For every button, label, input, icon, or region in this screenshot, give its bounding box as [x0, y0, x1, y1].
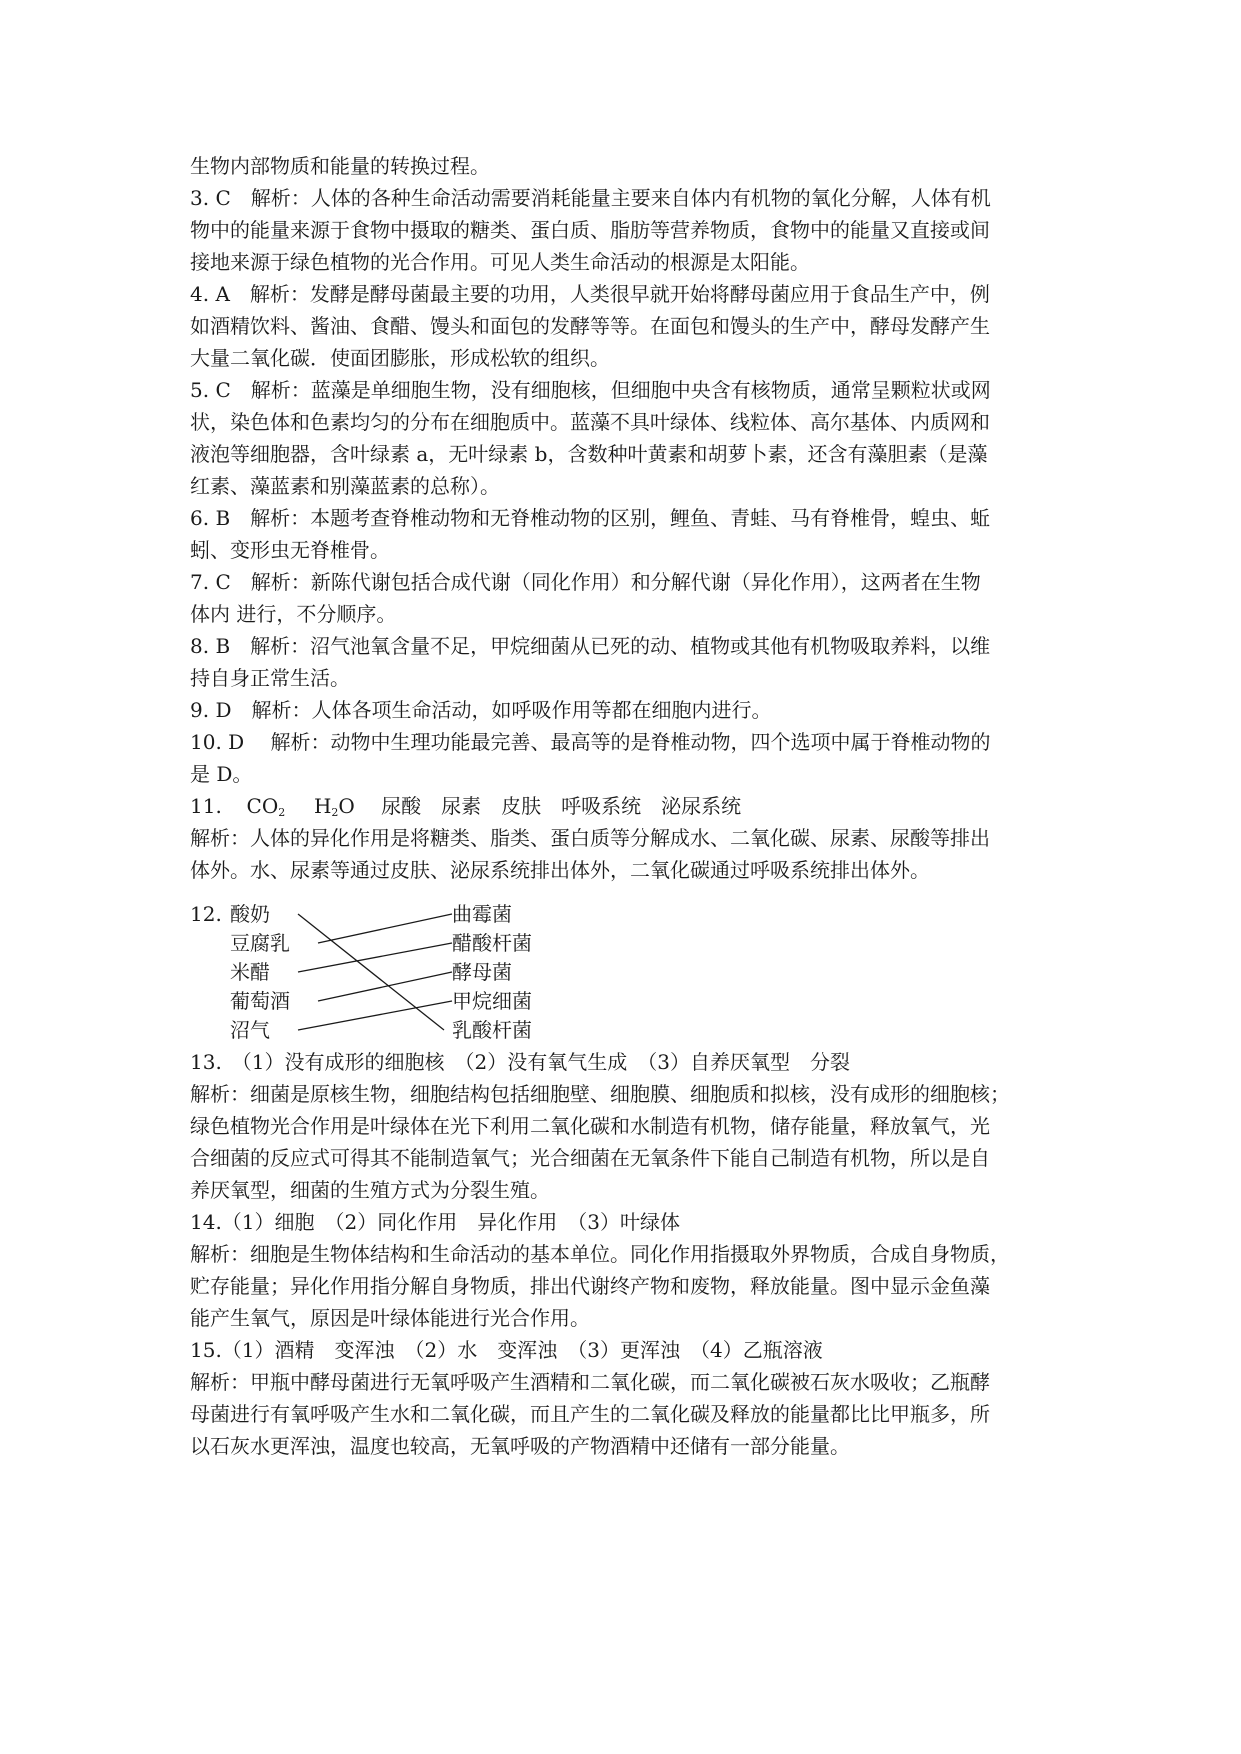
answer-11-explanation-line-1: 解析：人体的异化作用是将糖类、脂类、蛋白质等分解成水、二氧化碳、尿素、尿酸等排出 — [190, 826, 990, 850]
answers-13-to-15 — [190, 1046, 1070, 1462]
answers-3-10-line-2: 3. C 解析：人体的各种生命活动需要消耗能量主要来自体内有机物的氧化分解，人体有机 — [190, 186, 991, 210]
answers-13-15-line-8: 贮存能量；异化作用指分解自身物质，排出代谢终产物和废物，释放能量。图中显示金鱼藻 — [190, 1274, 990, 1298]
answers-13-15-line-4: 合细菌的反应式可得其不能制造氧气；光合细菌在无氧条件下能自己制造有机物，所以是自 — [190, 1146, 990, 1170]
answers-3-10-line-1: 生物内部物质和能量的转换过程。 — [190, 154, 490, 178]
answer-11 — [190, 790, 1070, 822]
left-item-4: 葡萄酒 — [230, 989, 290, 1013]
match-line-2 — [318, 914, 452, 943]
answers-13-15-line-1: 13. （1）没有成形的细胞核 （2）没有氧气生成 （3）自养厌氧型 分裂 — [190, 1050, 850, 1074]
answers-3-10-line-5: 4. A 解析：发酵是酵母菌最主要的功用，人类很早就开始将酵母菌应用于食品生产中，例 — [190, 282, 990, 306]
answers-3-10-line-16: 8. B 解析：沼气池氧含量不足，甲烷细菌从已死的动、植物或其他有机物吸取养料，以维 — [190, 634, 991, 658]
answers-3-10-line-11: 红素、藻蓝素和别藻蓝素的总称）。 — [190, 474, 500, 498]
answers-13-15-line-3: 绿色植物光合作用是叶绿体在光下利用二氧化碳和水制造有机物，储存能量，释放氧气，光 — [190, 1114, 990, 1138]
right-item-4: 甲烷细菌 — [452, 989, 532, 1013]
answer-11-explanation — [190, 822, 1070, 886]
answers-3-10-line-4: 接地来源于绿色植物的光合作用。可见人类生命活动的根源是太阳能。 — [190, 250, 810, 274]
answers-3-10-line-9: 状，染色体和色素均匀的分布在细胞质中。蓝藻不具叶绿体、线粒体、高尔基体、内质网和 — [190, 410, 990, 434]
answers-13-15-line-5: 养厌氧型，细菌的生殖方式为分裂生殖。 — [190, 1178, 550, 1202]
answers-3-10-line-7: 大量二氧化碳．使面团膨胀，形成松软的组织。 — [190, 346, 610, 370]
answer-12-matching — [190, 898, 690, 1064]
answers-3-10-line-10: 液泡等细胞器，含叶绿素 a，无叶绿素 b，含数种叶黄素和胡萝卜素，还含有藻胆素（是藻 — [190, 442, 988, 466]
answers-3-10-line-19: 10. D 解析：动物中生理功能最完善、最高等的是脊椎动物，四个选项中属于脊椎动物的 — [190, 730, 991, 754]
answers-13-15-line-2: 解析：细菌是原核生物，细胞结构包括细胞壁、细胞膜、细胞质和拟核，没有成形的细胞核； — [190, 1082, 1010, 1106]
co2-formula: $CO_2$ — [246, 794, 286, 819]
answers-3-10-line-13: 蚓、变形虫无脊椎骨。 — [190, 538, 390, 562]
answer-11-explanation-line-2: 体外。水、尿素等通过皮肤、泌尿系统排出体外，二氧化碳通过呼吸系统排出体外。 — [190, 858, 930, 882]
answers-13-15-line-10: 15.（1）酒精 变浑浊 （2）水 变浑浊 （3）更浑浊 （4）乙瓶溶液 — [190, 1338, 823, 1362]
answer-11-line — [190, 790, 1070, 822]
answers-13-15-line-6: 14.（1）细胞 （2）同化作用 异化作用 （3）叶绿体 — [190, 1210, 680, 1234]
left-item-2: 豆腐乳 — [230, 931, 290, 955]
answers-3-10-line-17: 持自身正常生活。 — [190, 666, 350, 690]
answers-3-10-line-14: 7. C 解析：新陈代谢包括合成代谢（同化作用）和分解代谢（异化作用），这两者在生物 — [190, 570, 981, 594]
match-line-4 — [318, 972, 452, 1001]
left-item-3: 米醋 — [230, 960, 270, 984]
answer-12-number: 12. — [190, 902, 222, 926]
answers-13-15-line-7: 解析：细胞是生物体结构和生命活动的基本单位。同化作用指摄取外界物质，合成自身物质， — [190, 1242, 1010, 1266]
answers-3-10-line-20: 是 D。 — [190, 762, 253, 786]
right-item-3: 酵母菌 — [452, 960, 512, 984]
answers-3-10-line-3: 物中的能量来源于食物中摄取的糖类、蛋白质、脂肪等营养物质，食物中的能量又直接或间 — [190, 218, 990, 242]
answers-3-to-10 — [190, 150, 1070, 790]
match-line-5 — [298, 1001, 452, 1030]
h2o-formula: $H_2O$ — [313, 794, 355, 819]
right-item-1: 曲霉菌 — [452, 902, 512, 926]
answers-3-10-line-18: 9. D 解析：人体各项生命活动，如呼吸作用等都在细胞内进行。 — [190, 698, 772, 722]
left-item-1: 酸奶 — [230, 902, 270, 926]
answers-3-10-line-8: 5. C 解析：蓝藻是单细胞生物，没有细胞核，但细胞中央含有核物质，通常呈颗粒状或网 — [190, 378, 991, 402]
answer-11-terms: 尿酸 尿素 皮肤 呼吸系统 泌尿系统 — [361, 794, 742, 818]
answers-13-15-line-12: 母菌进行有氧呼吸产生水和二氧化碳，而且产生的二氧化碳及释放的能量都比比甲瓶多，所 — [190, 1402, 990, 1426]
answers-13-15-line-9: 能产生氧气，原因是叶绿体能进行光合作用。 — [190, 1306, 590, 1330]
right-item-5: 乳酸杆菌 — [452, 1018, 532, 1042]
left-item-5: 沼气 — [230, 1018, 270, 1042]
right-item-2: 醋酸杆菌 — [452, 931, 532, 955]
answers-3-10-line-12: 6. B 解析：本题考查脊椎动物和无脊椎动物的区别，鲤鱼、青蛙、马有脊椎骨，蝗虫、蚯 — [190, 506, 991, 530]
answer-11-number: 11. — [190, 794, 222, 818]
match-line-3 — [298, 943, 452, 972]
answers-13-15-line-11: 解析：甲瓶中酵母菌进行无氧呼吸产生酒精和二氧化碳，而二氧化碳被石灰水吸收；乙瓶酵 — [190, 1370, 990, 1394]
answers-3-10-line-15: 体内 进行，不分顺序。 — [190, 602, 397, 626]
answers-3-10-line-6: 如酒精饮料、酱油、食醋、馒头和面包的发酵等等。在面包和馒头的生产中，酵母发酵产生 — [190, 314, 990, 338]
answers-13-15-line-13: 以石灰水更浑浊，温度也较高，无氧呼吸的产物酒精中还储有一部分能量。 — [190, 1434, 850, 1458]
